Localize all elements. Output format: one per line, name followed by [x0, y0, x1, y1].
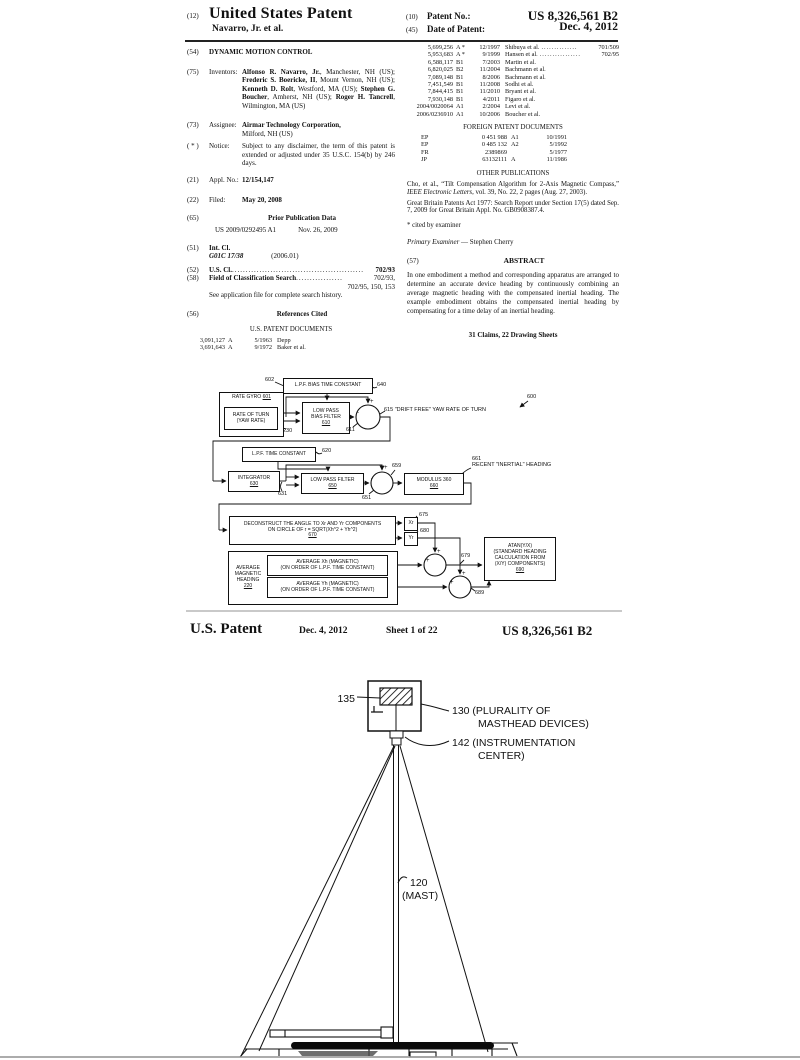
publication-1: Cho, et al., “Tilt Compensation Algorithm for 2-Axis Magnetic Compass,” IEEE Electronic Letters, vol. 39, No. 22, 2 pages (Aug. 27, 2003).: [407, 180, 619, 196]
figure-6-block-diagram: [183, 373, 623, 613]
field-54-title: (54) DYNAMIC MOTION CONTROL: [187, 48, 313, 56]
citation-row: 7,930,148 B1 4/2011 Figaro et al.: [427, 95, 536, 103]
foreign-patent-documents-title: FOREIGN PATENT DOCUMENTS: [463, 124, 563, 132]
svg-text:+: +: [426, 558, 430, 564]
foreign-citation-row: JP 63132111 A 11/1986: [421, 156, 567, 164]
svg-text:-: -: [371, 476, 373, 482]
deconstruct-angle-box: DECONSTRUCT THE ANGLE TO Xr AND Yr COMPONENTS ON CIRCLE OF r = SQRT(Xh^2 + Yh^2) 670: [229, 516, 396, 545]
citation-row: 3,091,127 A 5/1963 Depp: [199, 337, 291, 344]
field-num-45: (45): [406, 26, 418, 34]
prior-publication-title: Prior Publication Data: [268, 213, 336, 222]
mast-120: [394, 745, 399, 1049]
callout-659: 659: [392, 463, 402, 469]
references-cited-title: References Cited: [276, 309, 328, 318]
citation-row: 2006/0236910 A1 10/2006 Boucher et al.: [416, 110, 541, 118]
date-of-patent-label: Date of Patent:: [427, 24, 485, 34]
field-num-10: (10): [406, 13, 418, 21]
callout-230: 230: [283, 428, 293, 434]
int-class-year: (2006.01): [271, 252, 299, 260]
patent-no-label: Patent No.:: [427, 11, 471, 21]
callout-631: 631: [278, 491, 288, 497]
page-title: United States Patent: [209, 5, 353, 22]
citation-row: 5,699,256 A * 12/1997 Shibuya et al. .............. 701/509: [427, 44, 619, 51]
callout-661: 661 RECENT "INERTIAL" HEADING: [472, 456, 552, 469]
label-142-line2: CENTER): [478, 750, 525, 762]
lpf-time-constant-box: L.P.F. TIME CONSTANT: [242, 447, 316, 462]
field-51-int-cl: (51) Int. Cl. G01C 17/38 (2006.01): [187, 243, 299, 260]
modulus-360-box: MODULUS 360 660: [404, 473, 464, 495]
citation-row: 7,089,148 B1 8/2006 Bachmann et al.: [427, 73, 546, 81]
field-22-filed: (22) Filed: May 20, 2008: [187, 196, 282, 204]
masthead-box: [368, 681, 421, 745]
abstract-header: (57) ABSTRACT: [407, 257, 619, 266]
label-135: 135: [337, 693, 355, 705]
inner-stay: [259, 746, 395, 1051]
mast-and-rigging: [241, 745, 488, 1056]
notice-text: Subject to any disclaimer, the term of this patent is extended or adjusted under 35 U.S.C. 154(b) by 246 days.: [242, 142, 395, 167]
masthead-sensor-135: [380, 688, 412, 705]
field-75-inventors: (75) Inventors: Alfonso R. Navarro, Jr., Manchester, NH (US); Frederic S. Boericke, II, Mount Vernon, NH (US); Kenneth D. Rolt, Westford, MA (US); Stephen G. Boucher, Amherst, NH (US); Roger H. Tancrell, Wilmington, MA (US): [187, 67, 396, 110]
field-num-12: (12): [187, 12, 199, 20]
application-number: 12/154,147: [242, 175, 274, 184]
invention-title: DYNAMIC MOTION CONTROL: [209, 48, 313, 56]
field-notice: ( * ) Notice: Subject to any disclaimer, the term of this patent is extended or adjusted under 35 U.S.C. 154(b) by 246 days.: [187, 142, 395, 167]
svg-text:-: -: [357, 410, 359, 416]
y-component-box: Yr: [404, 532, 418, 546]
label-130-line2: MASTHEAD DEVICES): [478, 718, 589, 730]
citation-row: 6,820,025 B2 11/2004 Bachmann et al.: [427, 66, 546, 74]
callout-680: 680: [420, 528, 430, 534]
figure-1-sailboat: [0, 640, 800, 1060]
callout-679: 679: [461, 553, 471, 559]
int-class: G01C 17/38: [209, 252, 244, 260]
inventors-list: Alfonso R. Navarro, Jr., Manchester, NH (US); Frederic S. Boericke, II, Mount Vernon, NH (US); Kenneth D. Rolt, Westford, MA (US); Stephen G. Boucher, Amherst, NH (US); Roger H. Tancrell, Wilmington, MA (US): [242, 67, 396, 110]
x-component-box: Xr: [404, 517, 418, 531]
foreign-citation-row: EP 0 485 132 A2 5/1992: [421, 141, 567, 149]
page2-sheet: Sheet 1 of 22: [386, 626, 438, 636]
callout-640: 640: [377, 382, 387, 388]
svg-text:+: +: [437, 549, 441, 555]
callout-651: 651: [362, 495, 372, 501]
left-column: [187, 48, 395, 352]
assignee-location: Milford, NH (US): [242, 129, 293, 138]
cabin-shade: [298, 1051, 378, 1056]
page2-date: Dec. 4, 2012: [299, 626, 348, 636]
citation-row: 5,953,683 A * 9/1999 Hansen et al. ................ 702/95: [427, 51, 619, 59]
date-of-patent: Dec. 4, 2012: [559, 21, 618, 33]
us-references-list: [187, 337, 395, 352]
foreign-citation-row: FR 2389869 5/1977: [421, 148, 567, 156]
right-column: [407, 44, 619, 339]
label-120-line1: 120: [410, 877, 428, 889]
citation-row: 7,451,549 B1 11/2008 Sodhi et al.: [427, 81, 534, 89]
field-65-prior-publication: (65) Prior Publication Data US 2009/0292495 A1 Nov. 26, 2009: [187, 214, 395, 235]
other-publications-title: OTHER PUBLICATIONS: [476, 169, 550, 177]
assignee-name: Airmar Technology Corporation,: [242, 121, 341, 129]
callout-615: 615 "DRIFT FREE" YAW RATE OF TURN: [384, 407, 486, 413]
low-pass-filter-box: LOW PASS FILTER 650: [301, 473, 364, 494]
publication-date: Nov. 26, 2009: [298, 226, 338, 234]
search-note: See application file for complete search history.: [209, 291, 343, 299]
lpf-bias-time-constant-box: L.P.F. BIAS TIME CONSTANT: [283, 378, 373, 394]
filing-date: May 20, 2008: [242, 196, 282, 204]
abstract-title: ABSTRACT: [503, 256, 545, 266]
boom-and-deck: [240, 1027, 518, 1057]
svg-text:+: +: [384, 465, 388, 471]
publication-2: Great Britain Patents Act 1977: Search Report under Section 17(5) dated Sep. 7, 2009 for Great Britain Appl. No. GB0908387.4.: [407, 199, 619, 215]
us-patent-documents-title: U.S. PATENT DOCUMENTS: [249, 326, 333, 333]
field-56-references: (56) References Cited: [187, 310, 395, 319]
average-yh-box: AVERAGE Yh (MAGNETIC) (ON ORDER OF L.P.F. TIME CONSTANT): [267, 577, 388, 598]
callout-600: 600: [527, 394, 537, 400]
rate-of-turn-box: RATE OF TURN (YAW RATE): [224, 407, 278, 430]
label-142-line1: 142 (INSTRUMENTATION: [452, 737, 576, 749]
foreign-citation-row: EP 0 451 988 A1 10/1991: [421, 134, 567, 142]
svg-text:+: +: [370, 399, 374, 405]
svg-text:+: +: [450, 580, 454, 586]
citation-row: 3,691,643 A 9/1972 Baker et al.: [199, 344, 306, 352]
boom-cover: [291, 1042, 494, 1049]
field-21-appl-no: (21) Appl. No.: 12/154,147: [187, 175, 274, 184]
patent-number: US 8,326,561 B2: [527, 8, 618, 23]
page2-patent-number: US 8,326,561 B2: [502, 623, 593, 638]
low-pass-bias-filter-box: LOW PASS BIAS FILTER 610: [302, 402, 350, 434]
callout-620: 620: [322, 448, 332, 454]
callout-602: 602: [265, 377, 275, 383]
page2-title: U.S. Patent: [190, 621, 263, 637]
cited-by-examiner: * cited by examiner: [407, 222, 461, 230]
callout-689: 689: [475, 590, 485, 596]
citation-row: 2004/0020064 A1 2/2004 Levi et al.: [416, 103, 531, 111]
callout-611: 611: [346, 427, 355, 433]
integrator-box: INTEGRATOR 630: [228, 471, 280, 492]
claims-line: 31 Claims, 22 Drawing Sheets: [468, 330, 558, 339]
field-58-search: (58) Field of Classification Search ................. 702/93, 702/95, 150, 153 See application file for complete search history.: [187, 274, 395, 299]
field-52-us-cl: (52) U.S. Cl. ................................................ 702/93: [187, 265, 395, 274]
citation-row: 6,588,117 B1 7/2003 Martin et al.: [428, 58, 536, 66]
field-73-assignee: (73) Assignee: Airmar Technology Corporation, Milford, NH (US): [187, 121, 341, 138]
average-xh-box: AVERAGE Xh (MAGNETIC) (ON ORDER OF L.P.F. TIME CONSTANT): [267, 555, 388, 576]
instrumentation-center-142: [390, 731, 403, 738]
us-class: 702/93: [375, 265, 395, 274]
label-130-line1: 130 (PLURALITY OF: [452, 705, 551, 717]
page-divider: [186, 610, 622, 612]
citation-row: 7,844,415 B1 11/2010 Bryant et al.: [427, 88, 536, 96]
forestay: [241, 746, 394, 1056]
average-magnetic-heading-box: AVERAGE MAGNETIC HEADING 220: [228, 551, 398, 605]
patent-authors: Navarro, Jr. et al.: [212, 24, 284, 34]
foreign-citations-list: [407, 134, 619, 164]
atan-box: ATAN(Y/X) (STANDARD HEADING CALCULATION FROM (X/Y) COMPONENTS) 690: [484, 537, 556, 581]
svg-text:+: +: [462, 571, 466, 577]
publication-number: US 2009/0292495 A1: [215, 226, 277, 234]
header-rule: [185, 40, 618, 42]
abstract-text: In one embodiment a method and corresponding apparatus are arranged to determine an accurate device heading by continuously combining an average magnetic heading with the compensated inertial heading. The example embodiment obtains the compensated inertial heading by compensating for a time delay of an inertial heading.: [407, 270, 619, 315]
primary-examiner: Primary Examiner — Stephen Cherry: [407, 238, 514, 247]
callout-675: 675: [419, 512, 429, 518]
us-citations-list: [407, 44, 619, 118]
rate-gyro-box: RATE GYRO 601: [219, 392, 284, 437]
label-120-line2: (MAST): [402, 890, 439, 902]
